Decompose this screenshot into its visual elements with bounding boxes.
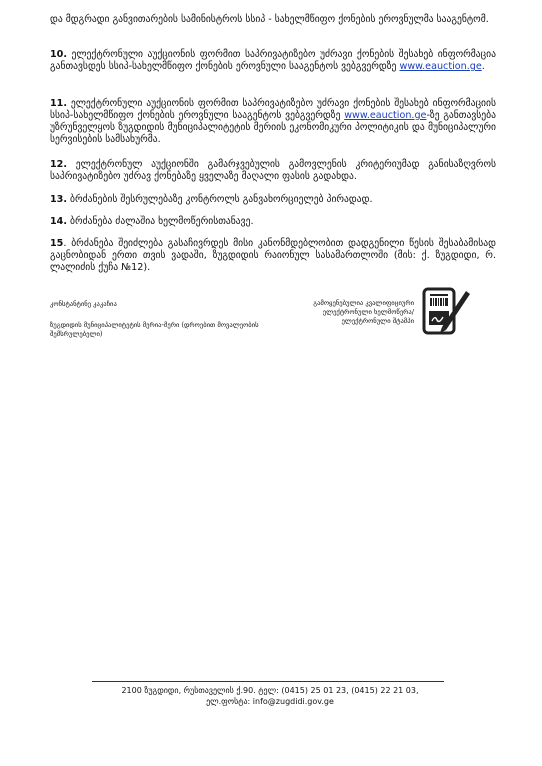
paragraph-text: . ბრძანება შეიძლება გასაჩივრდეს მისი კანონმდებლობით დადგენილი წესის შესაბამისად გაცნობიდან ერთი თვის ვადაში, ზუგდიდის რაიონულ სასამართლოში (მის: ქ. ზუგდიდი, რ. ლალიძის ქუჩა №12). bbox=[50, 238, 496, 273]
paragraph-12 bbox=[50, 159, 496, 183]
paragraph-number: 12. bbox=[50, 159, 67, 170]
electronic-signature-note: გამოყენებულია კვალიფიციური ელექტრონული ხელმოწერა/ ელექტრონული შტამპი bbox=[313, 299, 414, 325]
footer-address: 2100 ზუგდიდი, რუსთაველის ქ.90. ტელ: (0415) 25 01 23, (0415) 22 21 03, bbox=[121, 686, 419, 695]
paragraph-text: ელექტრონული აუქციონის ფორმით საპრივატიზებო უძრავი ქონების შესახებ ინფორმაცია განთავსდეს სსიპ-სახელმწიფო ქონების ეროვნული სააგენტოს ვებგვერდზე bbox=[50, 49, 496, 72]
paragraph-text-end: . bbox=[481, 61, 485, 72]
electronic-signature-icon bbox=[420, 285, 472, 337]
footer-divider bbox=[92, 681, 444, 682]
paragraph-number: 14. bbox=[50, 216, 67, 227]
paragraph-number: 15 bbox=[50, 238, 64, 249]
paragraph-text: ბრძანების შესრულებაზე კონტროლს განვახორციელებ პირადად. bbox=[67, 194, 373, 205]
paragraph-15 bbox=[50, 238, 496, 274]
signer-name: კონსტანტინე კაკაჩია bbox=[50, 300, 117, 308]
paragraph-text: და მდგრადი განვითარების სამინისტროს სსიპ - სახელმწიფო ქონების ეროვნულმა სააგენტომ. bbox=[50, 14, 489, 25]
paragraph-14 bbox=[50, 216, 496, 228]
paragraph-9-continuation bbox=[50, 14, 496, 26]
paragraph-text: ელექტრონული აუქციონის ფორმით საპრივატიზებო უძრავი ქონების შესახებ ინფორმაციის სსიპ-სახელმწიფო ქონების ეროვნული სააგენტოს ვებგვერდზე bbox=[50, 98, 496, 121]
paragraph-number: 10. bbox=[50, 49, 67, 60]
paragraph-10 bbox=[50, 49, 496, 73]
paragraph-text: ელექტრონულ აუქციონში გამარჯვებულის გამოვლენის კრიტერიუმად განისაზღვროს საპრივატიზებო უძრავ ქონებაზე ყველაზე მაღალი ფასის გადახდა. bbox=[50, 159, 496, 182]
eauction-link[interactable]: www.eauction.ge bbox=[344, 110, 427, 121]
paragraph-text: ბრძანება ძალაშია ხელმოწერისთანავე. bbox=[67, 216, 254, 227]
paragraph-13 bbox=[50, 194, 496, 206]
signer-title: ზუგდიდის მუნიციპალიტეტის მერია-მერი (დროებით მოვალეობის შემსრულებელი) bbox=[50, 321, 259, 338]
paragraph-11 bbox=[50, 98, 496, 146]
paragraph-number: 13. bbox=[50, 194, 67, 205]
footer-email: ელ.ფოსტა: info@zugdidi.gov.ge bbox=[206, 697, 334, 706]
eauction-link[interactable]: www.eauction.ge bbox=[399, 61, 482, 72]
paragraph-text-end: -ზე განთავსება უზრუნველყოს ზუგდიდის მუნიციპალიტეტის მერიის ეკონომიკური პოლიტიკის და მუნიციპალური სერვისების სამსახურმა. bbox=[50, 110, 496, 145]
paragraph-number: 11. bbox=[50, 98, 67, 109]
